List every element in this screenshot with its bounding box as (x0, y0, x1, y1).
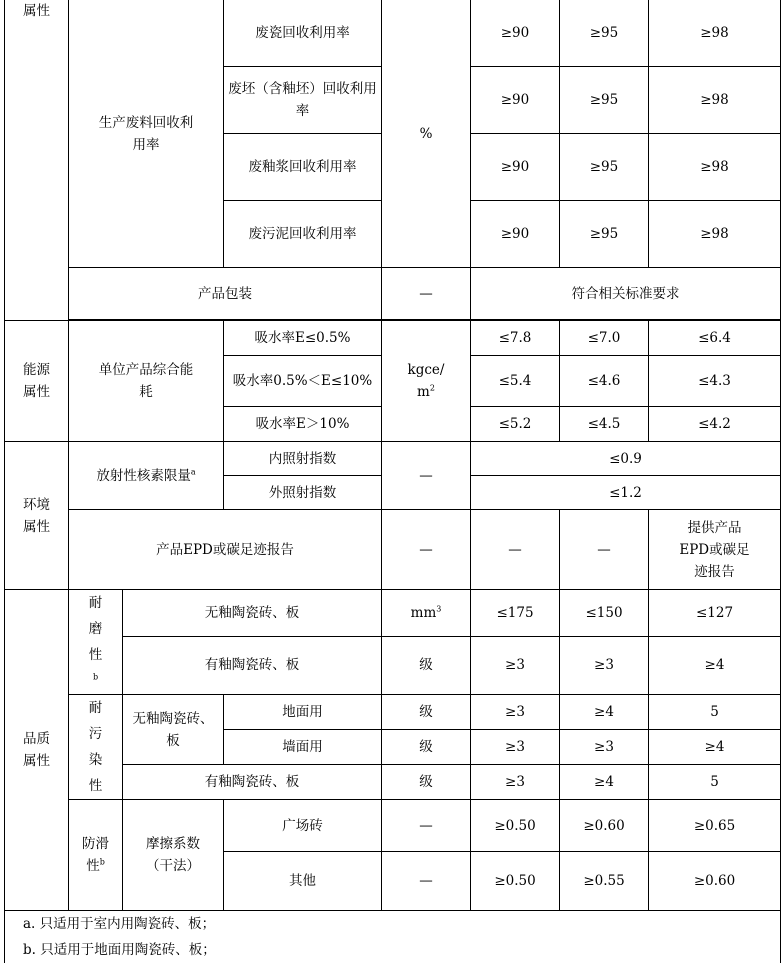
value-cell: 符合相关标准要求 (471, 268, 781, 320)
value-cell: ≥0.50 (471, 800, 560, 852)
category-energy-cell: 能源 属性 (5, 321, 69, 442)
value-cell: ≥3 (471, 730, 560, 765)
value-cell: ≥98 (649, 134, 781, 201)
epd-item-cell: 产品EPD或碳足迹报告 (69, 510, 382, 590)
unit-cell: 级 (382, 730, 471, 765)
row-item-cell: 废坯（含釉坯）回收利用率 (224, 67, 382, 134)
value-cell: ≥0.60 (560, 800, 649, 852)
value-cell: ≤4.3 (649, 356, 781, 407)
unit-cell: — (382, 442, 471, 510)
table-row (5, 510, 781, 590)
row-item-cell: 吸水率0.5%＜E≤10% (224, 356, 382, 407)
wear-resistance-label-cell: 耐 磨 性$^b$ (69, 590, 123, 695)
value-cell: ≥4 (560, 765, 649, 800)
value-cell: ≥95 (560, 134, 649, 201)
value-cell: ≥95 (560, 0, 649, 67)
value-cell: — (560, 510, 649, 590)
radionuclide-group-cell: 放射性核素限量$^a$ (69, 442, 224, 510)
row-item-cell: 废污泥回收利用率 (224, 201, 382, 268)
row-item-cell: 地面用 (224, 695, 382, 730)
value-cell: ≥3 (560, 636, 649, 694)
row-item-cell: 有釉陶瓷砖、板 (123, 765, 382, 800)
value-cell: 5 (649, 695, 781, 730)
value-cell: ≥3 (471, 695, 560, 730)
table-row (5, 321, 781, 356)
value-cell: ≥90 (471, 0, 560, 67)
row-item-cell: 吸水率E＞10% (224, 407, 382, 442)
value-cell: 5 (649, 765, 781, 800)
evaluation-indicator-table (4, 0, 781, 963)
waste-group-cell: 生产废料回收利用率 (69, 0, 224, 268)
unit-cell: — (382, 510, 471, 590)
table-row (5, 590, 781, 637)
footnote-a: a. 只适用于室内用陶瓷砖、板； (5, 911, 781, 937)
value-cell: ≥0.50 (471, 852, 560, 911)
value-cell: ≥95 (560, 67, 649, 134)
value-cell: ≥4 (649, 636, 781, 694)
value-cell: ≤7.8 (471, 321, 560, 356)
table-row (5, 695, 781, 730)
value-cell: ≥4 (649, 730, 781, 765)
unit-cell: — (382, 852, 471, 911)
row-item-cell: 有釉陶瓷砖、板 (123, 636, 382, 694)
value-cell: ≤175 (471, 590, 560, 637)
value-cell: ≤4.5 (560, 407, 649, 442)
value-cell: ≤6.4 (649, 321, 781, 356)
row-item-cell: 吸水率E≤0.5% (224, 321, 382, 356)
row-item-cell: 废瓷回收利用率 (224, 0, 382, 67)
unit-cell: kgce/ $m^2$ (382, 321, 471, 442)
unit-cell: 级 (382, 765, 471, 800)
value-cell: ≤7.0 (560, 321, 649, 356)
value-cell: ≤5.4 (471, 356, 560, 407)
slip-resistance-label-cell: 防滑 性$^b$ (69, 800, 123, 911)
value-cell: ≤5.2 (471, 407, 560, 442)
row-item-cell: 其他 (224, 852, 382, 911)
unit-cell: 级 (382, 695, 471, 730)
value-cell: ≥3 (560, 730, 649, 765)
value-cell: ≤0.9 (471, 442, 781, 476)
unit-cell: 级 (382, 636, 471, 694)
value-cell: ≥3 (471, 636, 560, 694)
table-row (5, 268, 781, 320)
category-environment-cell: 环境 属性 (5, 442, 69, 590)
value-cell: ≤127 (649, 590, 781, 637)
footnote-b: b. 只适用于地面用陶瓷砖、板； (5, 937, 781, 963)
value-cell: ≥98 (649, 201, 781, 268)
table-row (5, 442, 781, 476)
stain-resistance-label-cell: 耐 污 染 性 (69, 695, 123, 800)
row-item-cell: 广场砖 (224, 800, 382, 852)
value-cell: ≥98 (649, 0, 781, 67)
category-attribute-cell: 属性 (5, 0, 69, 321)
unit-cell: — (382, 268, 471, 320)
table-row (5, 800, 781, 852)
value-cell: 提供产品 EPD或碳足 迹报告 (649, 510, 781, 590)
category-quality-cell: 品质 属性 (5, 590, 69, 911)
value-cell: — (471, 510, 560, 590)
row-item-cell: 外照射指数 (224, 476, 382, 510)
standard-document-page (4, 0, 780, 958)
value-cell: ≤150 (560, 590, 649, 637)
value-cell: ≥4 (560, 695, 649, 730)
value-cell: ≤4.6 (560, 356, 649, 407)
value-cell: ≥95 (560, 201, 649, 268)
packaging-cell: 产品包装 (69, 268, 382, 320)
friction-group-cell: 摩擦系数 （干法） (123, 800, 224, 911)
value-cell: ≥98 (649, 67, 781, 134)
value-cell: ≥90 (471, 134, 560, 201)
value-cell: ≤1.2 (471, 476, 781, 510)
unit-cell: $mm^3$ (382, 590, 471, 637)
unglazed-group-cell: 无釉陶瓷砖、板 (123, 695, 224, 765)
value-cell: ≥0.60 (649, 852, 781, 911)
value-cell: ≥90 (471, 67, 560, 134)
row-item-cell: 废釉浆回收利用率 (224, 134, 382, 201)
table-row (5, 937, 781, 963)
value-cell: ≥90 (471, 201, 560, 268)
value-cell: ≥0.55 (560, 852, 649, 911)
value-cell: ≤4.2 (649, 407, 781, 442)
row-item-cell: 内照射指数 (224, 442, 382, 476)
row-item-cell: 墙面用 (224, 730, 382, 765)
unit-cell: — (382, 800, 471, 852)
value-cell: ≥0.65 (649, 800, 781, 852)
value-cell: ≥3 (471, 765, 560, 800)
table-row (5, 911, 781, 937)
energy-group-cell: 单位产品综合能耗 (69, 321, 224, 442)
table-row (5, 0, 781, 67)
row-item-cell: 无釉陶瓷砖、板 (123, 590, 382, 637)
unit-cell: % (382, 0, 471, 268)
